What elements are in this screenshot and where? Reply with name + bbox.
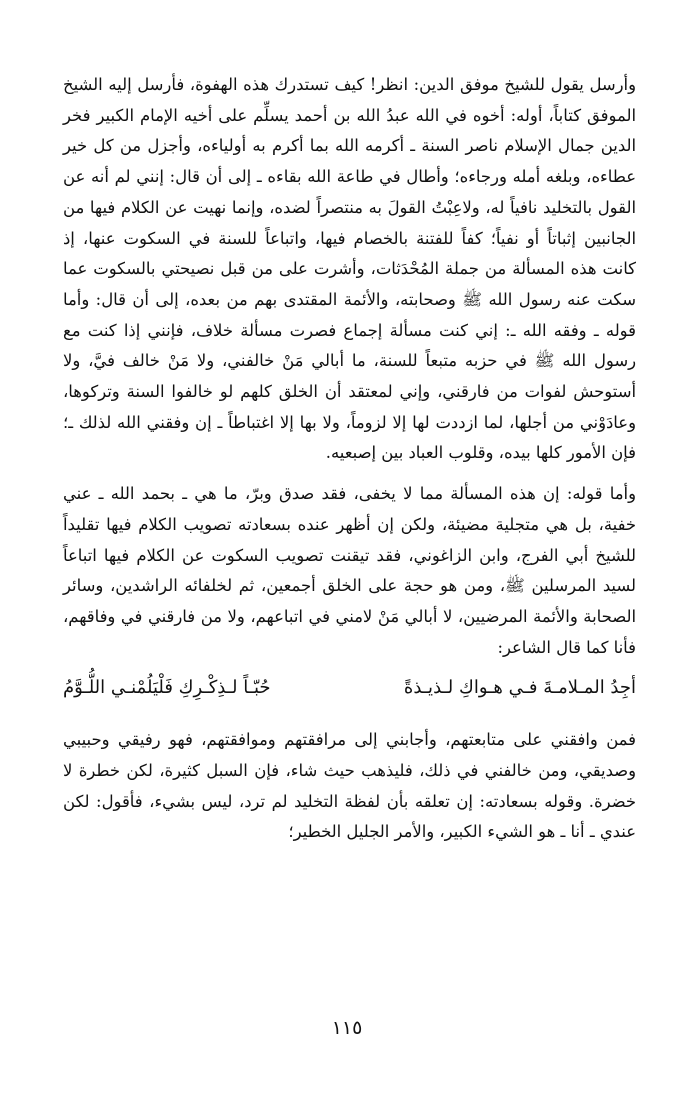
verse-first-hemistich: أجِدُ المـلامـةَ فـي هـواكِ لـذيـذةً — [403, 677, 636, 699]
verse-second-hemistich: حُبّـاً لـذِكْـرِكِ فَلْيَلُمْنـي اللُّـوَّمُ — [63, 677, 271, 699]
book-page — [63, 70, 636, 848]
page-number: ١١٥ — [331, 1017, 363, 1039]
poetry-verse — [63, 673, 636, 703]
paragraph-closing: فمن وافقني على متابعتهم، وأجابني إلى مرافقتهم وموافقتهم، فهو رفيقي وحبيبي وصديقي، ومن خالفني في ذلك، فليذهب حيث شاء، فإن السبل كثيرة، لكن خطرة لا خضرة. وقوله بسعادته: إن تعلقه بأن لفظة التخليد لم ترد، ليس بشيء، فأقول: لكن عندي ـ أنا ـ هو الشيء الكبير، والأمر الجليل الخطير؛ — [63, 730, 636, 842]
paragraph-reply: وأما قوله: إن هذه المسألة مما لا يخفى، فقد صدق وبرّ، ما هي ـ بحمد الله ـ عني خفية، بل هي متجلية مضيئة، ولكن إن أظهر عنده بسعادته تصويب الكلام فيها تقليداً للشيخ أبي الفرج، وابن الزاغوني، فقد تيقنت تصويب السكوت عن الكلام فيها اتباعاً لسيد المرسلين ﷺ، ومن هو حجة على الخلق أجمعين، ثم لخلفائه الراشدين، وسائر الصحابة والأئمة المرضيين، لا أبالي مَنْ لامني في اتباعهم، ولا من فارقني في وفاقهم، فأنا كما قال الشاعر: — [63, 484, 636, 657]
paragraph-letter: وأرسل يقول للشيخ موفق الدين: انظر! كيف تستدرك هذه الهفوة، فأرسل إليه الشيخ الموفق كتاباً، أوله: أخوه في الله عبدُ الله بن أحمد يسلِّم على أخيه الإمام الكبير فخر الدين جمال الإسلام ناصر السنة ـ أكرمه الله بما أكرم به أولياءه، وأجزل من كل خير عطاءه، وبلغه أمله ورجاءه؛ وأطال في طاعة الله بقاءه ـ إلى أن قال: إنني لم أنه عن القول بالتخليد نافياً له، ولاعِبْتُ القولَ به منتصراً لضده، وإنما نهيت عن الكلام فيها من الجانبين إثباتاً أو نفياً؛ كفاً للفتنة بالخصام فيها، واتباعاً للسنة في السكوت عنها، إذ كانت هذه المسألة من جملة المُحْدَثات، وأشرت على من قبل نصيحتي بالسكوت عما سكت عنه رسول الله ﷺ وصحابته، والأئمة المقتدى بهم من بعده، إلى أن قال: وأما قوله ـ وفقه الله ـ: إني كنت مسألة إجماع فصرت مسألة خلاف، فإنني إذا كنت مع رسول الله ﷺ في حزبه متبعاً للسنة، ما أبالي مَنْ خالفني، ولا مَنْ خالف فيَّ، ولا أستوحش لفوات من فارقني، وإني لمعتقد أن الخلق كلهم لو خالفوا السنة وتركوها، وعادَوْني من أجلها، لما ازددت لها إلا لزوماً، ولا بها إلا اغتباطاً ـ إن وفقني الله لذلك ـ؛ فإن الأمور كلها بيده، وقلوب العباد بين إصبعيه. — [63, 75, 636, 463]
